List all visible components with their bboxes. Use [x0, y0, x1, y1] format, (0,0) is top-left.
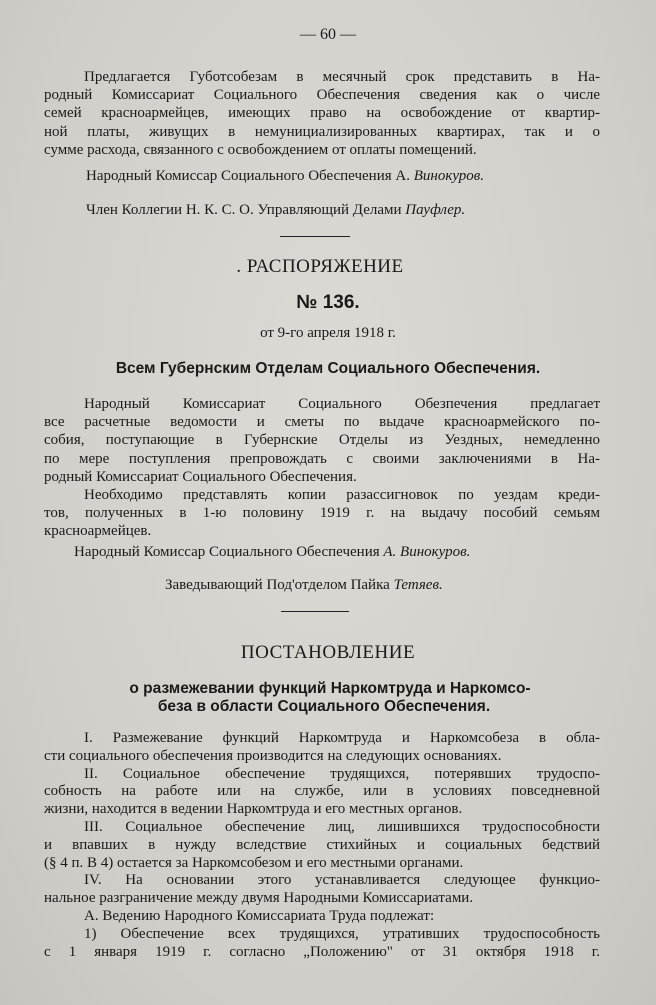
text-line: с 1 января 1919 г. согласно „Положению" от 31 октября 1918 г. [44, 943, 600, 960]
text-line: тов, полученных в 1-ю половину 1919 г. на выдачу пособий семьям [44, 505, 600, 522]
text-line: А. Ведению Народного Комиссариата Труда подлежат: [84, 907, 435, 924]
text-line: сти социального обеспечения производится на следующих основаниях. [44, 747, 502, 764]
text-line: (§ 4 п. В 4) остается за Наркомсобезом и его местными органами. [44, 854, 464, 871]
text-line: Народный Комиссариат Социального Обезпечения предлагает [84, 396, 600, 412]
paragraph-guberniya-request [44, 68, 600, 159]
text-line: Необходимо представлять копии разассигновок по уездам креди- [84, 487, 600, 503]
text-line: нальное разграничение между двумя Народными Комиссариатами. [44, 890, 474, 907]
text-line: собность на работе или на службе, или в условиях повседневной [44, 783, 600, 800]
signature-name: Тетяев. [393, 577, 443, 593]
text-line: по мере поступления препровождать с своими заключениями в На- [44, 450, 600, 467]
paragraph-order-main [44, 395, 600, 486]
paragraph-order-copies [44, 486, 600, 541]
text-line: II. Социальное обеспечение трудящихся, потерявших трудоспо- [84, 765, 600, 782]
signature-name: Винокуров. [413, 168, 485, 184]
order-title: . РАСПОРЯЖЕНИЕ [236, 256, 404, 277]
decree-title: ПОСТАНОВЛЕНИЕ [240, 642, 416, 663]
signature-text: Народный Комиссар Социального Обеспечения А. [86, 168, 410, 184]
text-line: все расчетные ведомости и сметы по выдаче красноармейского по- [44, 414, 600, 431]
page-number: — 60 — [300, 26, 356, 43]
text-line: сумме расхода, связанного с освобождением от оплаты помещений. [44, 141, 477, 158]
text-line: собия, поступающие в Губернские Отделы из Уездных, немедленно [44, 432, 600, 449]
divider [281, 611, 349, 612]
signature-sub-department [165, 577, 443, 594]
signature-text: Народный Комиссар Социального Обеспечения [74, 544, 380, 560]
text-line: и впавших в нужду вследствие стихийных и социальных бедствий [44, 836, 600, 853]
text-line: III. Социальное обеспечение лиц, лишившихся трудоспособности [84, 818, 600, 835]
text-line: родный Комиссариат Социального Обеспечения. [44, 468, 357, 485]
signature-commissar-2 [74, 544, 470, 561]
signature-name: Пауфлер. [405, 202, 466, 218]
text-line: IV. На основании этого устанавливается следующее функцио- [84, 872, 600, 889]
decree-subtitle-line: беза в области Социального Обеспечения. [157, 698, 491, 715]
order-date: от 9-го апреля 1918 г. [260, 325, 396, 341]
text-line: 1) Обеспечение всех трудящихся, утративших трудоспособность [84, 925, 600, 942]
text-line: родный Комиссариат Социального Обеспечения сведения как о числе [44, 87, 600, 104]
text-line: семей красноармейцев, имеющих право на освобождение от квартир- [44, 105, 600, 122]
order-addressee: Всем Губернским Отделам Социального Обеспечения. [115, 360, 541, 377]
text-line: I. Размежевание функций Наркомтруда и Наркомсобеза в обла- [84, 730, 600, 746]
text-line: красноармейцев. [44, 523, 152, 540]
signature-text: Член Коллегии Н. К. С. О. Управляющий Делами [86, 202, 402, 218]
text-line: жизни, находится в ведении Наркомтруда и его местных органов. [44, 801, 463, 818]
order-number: № 136. [296, 292, 360, 313]
signature-commissar [86, 168, 484, 185]
text-line: ной платы, живущих в немунициализированных квартирах, так и о [44, 123, 600, 140]
signature-name: А. Винокуров. [383, 544, 471, 560]
text-line: Предлагается Губотсобезам в месячный срок представить в На- [84, 69, 600, 85]
signature-board-member [86, 202, 465, 219]
decree-subtitle-line: о размежевании функций Наркомтруда и Наркомсо- [129, 680, 531, 697]
decree-body [44, 730, 600, 961]
signature-text: Заведывающий Под'отделом Пайка [165, 577, 390, 593]
divider [280, 236, 350, 237]
